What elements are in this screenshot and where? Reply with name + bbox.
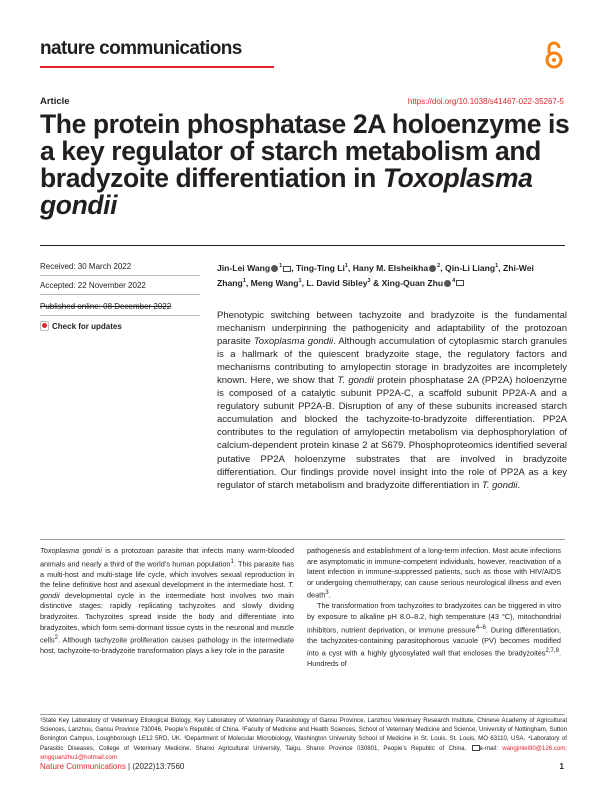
body-column-left xyxy=(40,546,294,657)
email-label: e-mail: xyxy=(479,744,503,752)
journal-name: nature communications xyxy=(40,38,242,59)
author[interactable]: Xing-Quan Zhu xyxy=(381,277,444,288)
title-organism: Toxoplasma gondii xyxy=(40,163,533,220)
body-text: pathogenesis and establishment of a long-term infection. Most acute infections are asymptomatic in immune-competent individuals, however, reactivation of a latent infection in immune-suppressed patients, such as those with HIV/AIDS or undergoing chemotherapy, can cause serious neurological illness and even death xyxy=(307,546,561,600)
header-rule xyxy=(40,66,274,68)
author[interactable]: Jin-Lei Wang xyxy=(217,262,271,273)
doi-link[interactable]: https://doi.org/10.1038/s41467-022-35267-5 xyxy=(407,97,564,106)
abstract-italic: Toxoplasma gondii xyxy=(253,336,334,348)
author-list: Jin-Lei Wang $^1$ , Ting-Ting Li$^1$, Hany M. Elsheikha $^2$, Qin-Li Liang$^1$, Zhi-Wei Zhang$^1$, Meng Wang$^1$, L. David Sibley$^3$ & Xing-Quan Zhu $^4$ xyxy=(217,262,534,288)
affiliation-mark: 4 xyxy=(452,277,456,284)
author[interactable]: Meng Wang xyxy=(250,277,299,288)
body-text: The transformation from tachyzoites to bradyzoites can be triggered in vitro by exposure to alkaline pH 8.0–8.2, high temperature (43 °C), mitochondrial inhibitors, nutrient deprivation, or immune pressure xyxy=(307,601,561,634)
orcid-icon[interactable] xyxy=(271,265,278,272)
body-italic: Toxoplasma gondii xyxy=(40,546,102,555)
received-date: Received: 30 March 2022 xyxy=(40,262,132,271)
affiliation-mark: 3 xyxy=(367,277,371,284)
body-text: . During differentiation, the tachyzoites-containing parasitophorous vacuole (PV) becomes modified into a cyst with a highly glycosylated wall that encloses the bradyzoites xyxy=(307,625,561,658)
email-icon[interactable] xyxy=(283,266,291,272)
body-italic: T. gondii xyxy=(40,580,294,600)
body-text: . Hundreds of xyxy=(307,648,561,669)
article-title xyxy=(40,111,570,219)
body-column-right xyxy=(307,546,561,670)
body-paragraph xyxy=(307,601,561,669)
affiliation-mark: 1 xyxy=(344,263,348,269)
orcid-icon[interactable] xyxy=(429,265,436,272)
citation-mark[interactable]: 1 xyxy=(230,557,234,565)
author[interactable]: L. David Sibley xyxy=(306,277,368,288)
body-text: developmental cycle in the intermediate host involves two main distinctive stages: rapidly replicating tachyzoites and slowly dividing bradyzoites. Tachyzoites spread inside the body and differentiate into bradyzoites, which form semi-dormant tissue cysts in the neuronal and muscle cells xyxy=(40,590,294,645)
body-paragraph xyxy=(307,546,561,601)
email-icon[interactable] xyxy=(456,280,464,286)
email-links[interactable]: wangjinlei90@126.com; xingquanzhu1@hotmail.com xyxy=(40,744,567,761)
affiliation-text: ¹State Key Laboratory of Veterinary Etiological Biology, Key Laboratory of Veterinary Parasitology of Gansu Province, Lanzhou Veterinary Research Institute, Chinese Academy of Agricultural Sciences, Lanzhou, Gansu Province 730046, People’s Republic of China. ²Faculty of Medicine and Health Sciences, School of Veterinary Medicine and Science, University of Nottingham, Sutton Bonington Campus, Loughborough LE12 5RD, UK. ³Department of Molecular Microbiology, Washington University School of Medicine in St. Louis, St. Louis, MO 63110, USA. ⁴Laboratory of Parasitic Diseases, College of Veterinary Medicine, Shanxi Agricultural University, Taigu, Shanxi Province 030801, People’s Republic of China. xyxy=(40,717,567,752)
body-paragraph xyxy=(40,546,294,657)
body-text: . Although tachyzoite proliferation causes pathology in the intermediate host, tachyzoite-to-bradyzoite transformation plays a key role in the parasite xyxy=(40,635,294,656)
published-date: Published online: 08 December 2022 xyxy=(40,302,172,311)
body-text: . This parasite has a multi-host and multi-stage life cycle, which involves sexual reproduction in the feline definitive host and asexual development in the intermediate host. xyxy=(40,559,294,590)
abstract-italic: T. gondii xyxy=(337,375,374,387)
abstract-divider xyxy=(40,539,565,540)
orcid-icon[interactable] xyxy=(444,280,451,287)
footer-volume: | (2022)13:7560 xyxy=(125,762,185,771)
abstract-text: protein phosphatase 2A (PP2A) holoenzyme is composed of a catalytic subunit PP2A-C, a scaffold subunit PP2A-A and a regulatory subunit PP2A-B. Disruption of any of these subunits increased starch accumulation and blocked the tachyzoite-to-bradyzoite differentiation. PP2A contributes to the regulation of amylopectin metabolism via dephosphorylation of calcium-dependent protein kinase 2 at S679. Phosphoproteomics identified several putative PP2A holoenzyme substrates that are involved in bradyzoite differentiation. Our findings provide novel insight into the role of PP2A as a key regulator of starch metabolism and bradyzoite differentiation in xyxy=(217,375,567,491)
title-divider xyxy=(40,245,565,246)
page-number: 1 xyxy=(559,762,564,771)
check-for-updates[interactable] xyxy=(40,321,122,331)
abstract-italic: T. gondii xyxy=(481,479,518,491)
footer-journal[interactable]: Nature Communications xyxy=(40,762,126,771)
meta-divider xyxy=(40,315,200,316)
abstract xyxy=(217,309,567,492)
citation-mark[interactable]: 3 xyxy=(325,589,329,597)
author[interactable]: Qin-Li Liang xyxy=(445,262,496,273)
meta-divider xyxy=(40,275,200,276)
check-for-updates-label: Check for updates xyxy=(52,321,122,331)
article-type: Article xyxy=(40,96,70,107)
affiliation-divider xyxy=(40,714,565,715)
affiliation-mark: 1 xyxy=(495,263,499,269)
email-icon xyxy=(472,745,480,751)
affiliation-mark: 2 xyxy=(437,263,441,269)
abstract-text: Phenotypic switching between tachyzoite and bradyzoite is the fundamental mechanism underpinning the pathogenicity and adaptability of the protozoan parasite xyxy=(217,310,567,348)
abstract-text: . xyxy=(517,479,521,491)
affiliation-mark: 1 xyxy=(242,277,246,284)
affiliation-mark: 1 xyxy=(279,263,283,269)
open-access-icon xyxy=(543,40,565,70)
check-for-updates-icon xyxy=(40,321,49,331)
author[interactable]: Hany M. Elsheikha xyxy=(352,262,429,273)
citation-mark[interactable]: 2,7,8 xyxy=(545,647,559,655)
author[interactable]: Zhi-Wei Zhang xyxy=(217,262,534,288)
affiliations xyxy=(40,716,567,762)
author[interactable]: Ting-Ting Li xyxy=(296,262,345,273)
citation-mark[interactable]: 2 xyxy=(54,634,58,642)
meta-divider xyxy=(40,294,200,295)
body-text: is a protozoan parasite that infects many warm-blooded animals and nearly a third of the world’s human population xyxy=(40,546,295,569)
footer-citation xyxy=(40,762,184,771)
accepted-date: Accepted: 22 November 2022 xyxy=(40,281,146,290)
abstract-text: . Although accumulation of cytoplasmic starch granules is a hallmark of the quiescent bradyzoite stage, the regulatory factors and mechanisms contributing to amylopectin storage in bradyzoites are incompletely known. Here, we show that xyxy=(217,336,568,387)
affiliation-mark: 1 xyxy=(298,277,302,284)
citation-mark[interactable]: 4–6 xyxy=(475,623,486,631)
title-main: The protein phosphatase 2A holoenzyme is a key regulator of starch metabolism and bradyzoite differentiation in xyxy=(40,109,570,193)
body-text: . xyxy=(328,590,331,600)
